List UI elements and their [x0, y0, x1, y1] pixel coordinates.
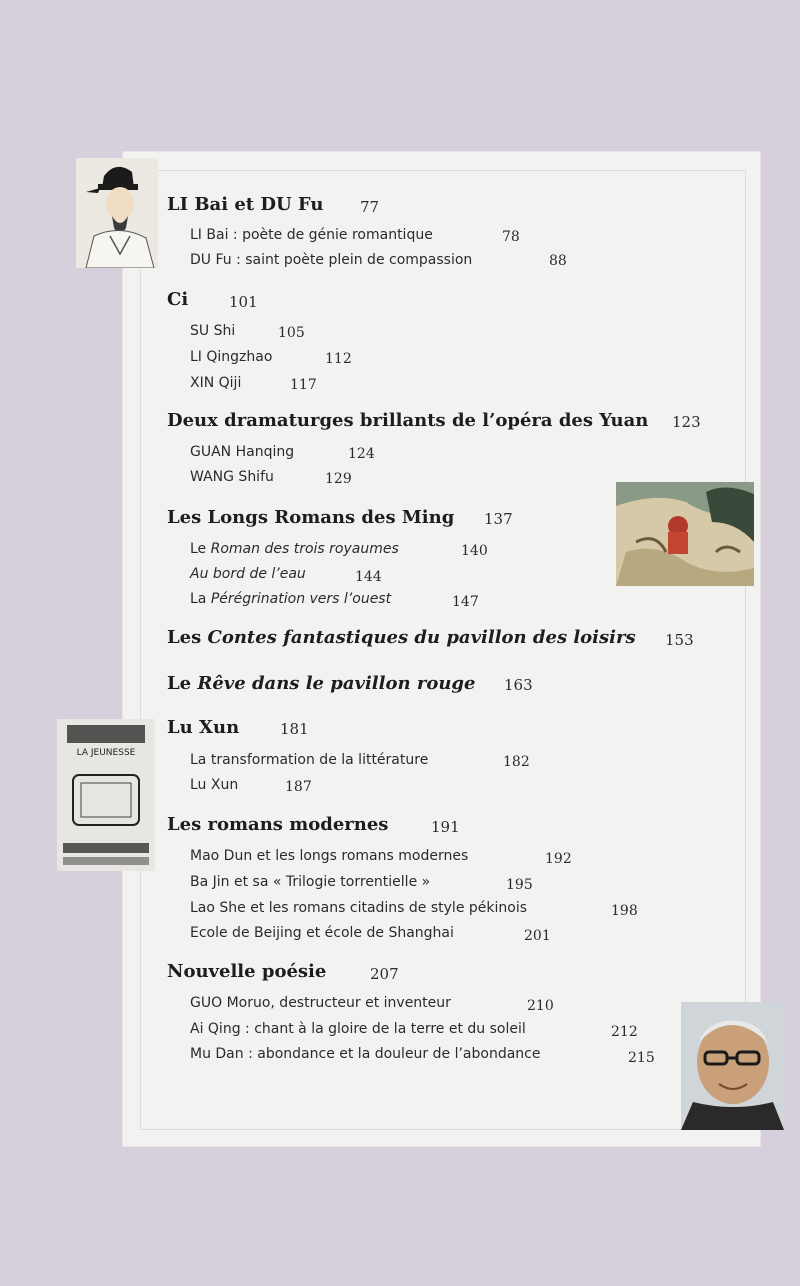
page-number: 210 [527, 998, 554, 1014]
toc-heading-italic-title: Rêve dans le pavillon rouge [197, 673, 476, 694]
page-number: 105 [278, 325, 305, 341]
toc-frame [140, 170, 746, 1130]
page-number: 124 [348, 446, 375, 462]
page-number: 147 [452, 594, 479, 610]
toc-item-italic-title: Au bord de l’eau [190, 566, 306, 582]
author-photo [681, 1002, 784, 1130]
toc-heading-prefix: Les [167, 627, 208, 648]
toc-heading-lu-xun[interactable]: Lu Xun [167, 717, 240, 738]
toc-item-italic-title: Pérégrination vers l’ouest [210, 591, 392, 607]
toc-heading-li-bai-du-fu[interactable]: LI Bai et DU Fu [167, 194, 324, 215]
page-number: 117 [290, 377, 317, 393]
toc-heading-romans-modernes[interactable]: Les romans modernes [167, 814, 389, 835]
page-number: 144 [355, 569, 382, 585]
page-number: 181 [280, 720, 309, 738]
page-number: 201 [524, 928, 551, 944]
toc-item-xin-qiji[interactable]: XIN Qiji [190, 375, 242, 391]
toc-item-ai-qing[interactable]: Ai Qing : chant à la gloire de la terre et du soleil [190, 1021, 526, 1037]
toc-item-guan-hanqing[interactable]: GUAN Hanqing [190, 444, 295, 460]
toc-item-lu-xun[interactable]: Lu Xun [190, 777, 239, 793]
page-number: 192 [545, 851, 572, 867]
toc-item-ecole[interactable]: Ecole de Beijing et école de Shanghai [190, 925, 454, 941]
page-number: 153 [665, 631, 694, 649]
la-jeunesse-cover [57, 719, 155, 871]
page-number: 88 [549, 253, 567, 269]
page-number: 163 [504, 676, 533, 694]
toc-heading-italic-title: Contes fantastiques du pavillon des loisirs [207, 627, 636, 648]
toc-item-italic-title: Roman des trois royaumes [210, 541, 399, 557]
page-number: 215 [628, 1050, 655, 1066]
toc-item-bord-eau[interactable] [190, 566, 306, 582]
page-number: 195 [506, 877, 533, 893]
toc-heading-ming[interactable]: Les Longs Romans des Ming [167, 507, 455, 528]
toc-item-wang-shifu[interactable]: WANG Shifu [190, 469, 274, 485]
page-number: 198 [611, 903, 638, 919]
page-number: 137 [484, 510, 513, 528]
toc-heading-prefix: Le [167, 673, 198, 694]
toc-heading-dramaturges[interactable]: Deux dramaturges brillants de l’opéra des Yuan [167, 410, 649, 431]
page-number: 112 [325, 351, 352, 367]
toc-item-lao-she[interactable]: Lao She et les romans citadins de style pékinois [190, 900, 528, 916]
monkey-painting [616, 482, 754, 586]
toc-heading-reve[interactable] [167, 673, 475, 694]
toc-item-du-fu[interactable]: DU Fu : saint poète plein de compassion [190, 252, 473, 268]
toc-item-guo-moruo[interactable]: GUO Moruo, destructeur et inventeur [190, 995, 451, 1011]
page-number: 182 [503, 754, 530, 770]
toc-heading-contes[interactable] [167, 627, 636, 648]
page-number: 191 [431, 818, 460, 836]
page-number: 212 [611, 1024, 638, 1040]
li-bai-portrait [76, 158, 158, 268]
page-number: 101 [229, 293, 258, 311]
toc-heading-ci[interactable]: Ci [167, 289, 189, 310]
toc-item-ba-jin[interactable]: Ba Jin et sa « Trilogie torrentielle » [190, 874, 431, 890]
toc-item-prefix: Le [190, 541, 211, 557]
page-number: 77 [360, 198, 380, 216]
toc-item-prefix: La [190, 591, 211, 607]
toc-item-peregrination[interactable] [190, 591, 391, 607]
page-number: 140 [461, 543, 488, 559]
toc-item-trois-royaumes[interactable] [190, 541, 399, 557]
magazine-title: LA JEUNESSE [76, 748, 136, 758]
toc-item-su-shi[interactable]: SU Shi [190, 323, 236, 339]
page-number: 123 [672, 413, 701, 431]
page-number: 129 [325, 471, 352, 487]
toc-item-li-bai[interactable]: LI Bai : poète de génie romantique [190, 227, 433, 243]
toc-item-mao-dun[interactable]: Mao Dun et les longs romans modernes [190, 848, 469, 864]
toc-item-transformation[interactable]: La transformation de la littérature [190, 752, 429, 768]
page-number: 78 [502, 229, 520, 245]
page-number: 187 [285, 779, 312, 795]
toc-heading-nouvelle-poesie[interactable]: Nouvelle poésie [167, 961, 327, 982]
page-number: 207 [370, 965, 399, 983]
toc-item-mu-dan[interactable]: Mu Dan : abondance et la douleur de l’abondance [190, 1046, 541, 1062]
toc-item-li-qingzhao[interactable]: LI Qingzhao [190, 349, 273, 365]
